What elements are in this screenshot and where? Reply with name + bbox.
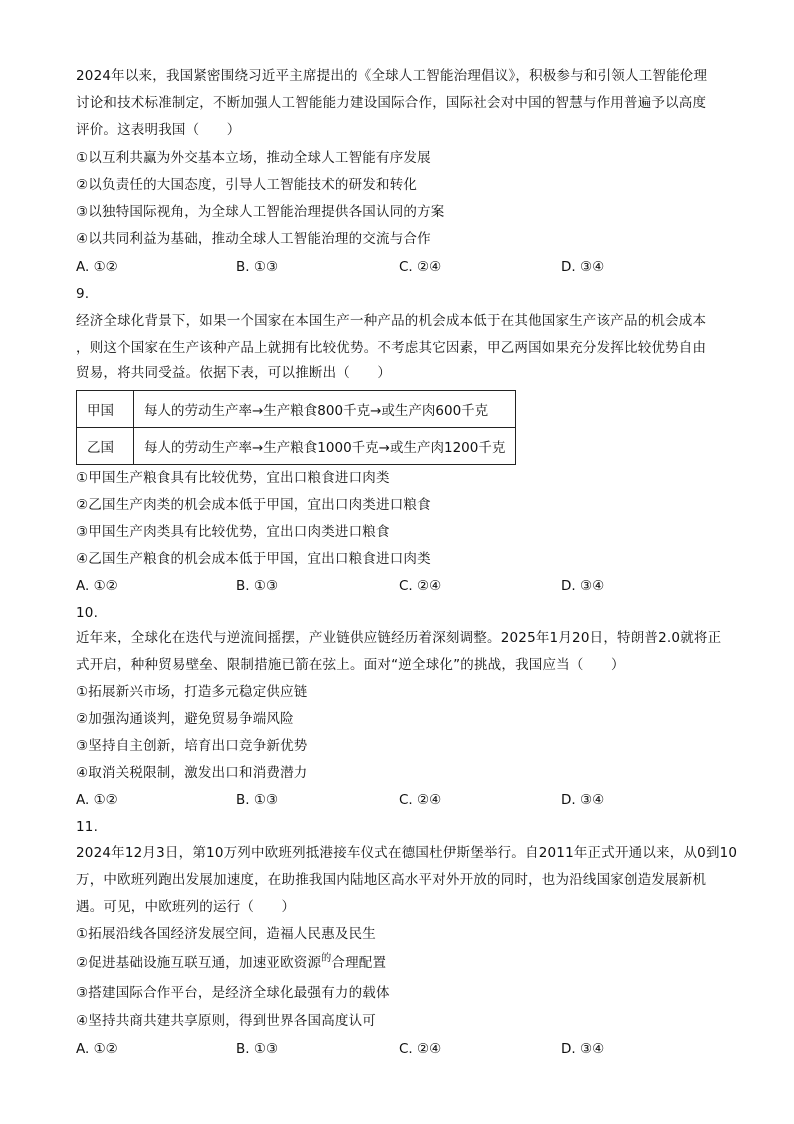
q8-statement-1: ①以互利共赢为外交基本立场，推动全球人工智能有序发展 [76, 150, 431, 166]
q10-option-b: B. ①③ [236, 792, 279, 808]
q9-option-c: C. ②④ [399, 578, 442, 594]
q10-statement-2: ②加强沟通谈判，避免贸易争端风险 [76, 711, 294, 727]
q10-number: 10. [76, 605, 99, 621]
q8-option-c: C. ②④ [399, 259, 442, 275]
q11-stem-line-2: 万，中欧班列跑出发展加速度，在助推我国内陆地区高水平对外开放的同时，也为沿线国家创造发展新机 [76, 872, 707, 888]
q11-statement-2 [76, 954, 386, 972]
q10-option-a: A. ①② [76, 792, 118, 808]
q9-stem-line-3: 贸易，将共同受益。依据下表，可以推断出（ ） [76, 365, 392, 381]
table-cell-country: 甲国 [77, 391, 134, 428]
q9-options [76, 577, 736, 595]
table-row [77, 391, 516, 428]
q9-stem-line-2: ，则这个国家在生产该种产品上就拥有比较优势。不考虑其它因素，甲乙两国如果充分发挥比较优势自由 [76, 340, 707, 356]
q9-option-d: D. ③④ [561, 578, 605, 594]
q11-stem-line-1: 2024年12月3日，第10万列中欧班列抵港接车仪式在德国杜伊斯堡举行。自2011年正式开通以来，从0到10 [76, 845, 738, 861]
q9-statement-2: ②乙国生产肉类的机会成本低于甲国，宜出口肉类进口粮食 [76, 497, 431, 513]
q8-stem-line-3: 评价。这表明我国（ ） [76, 122, 241, 138]
q10-statement-3: ③坚持自主创新，培育出口竞争新优势 [76, 738, 308, 754]
q8-option-b: B. ①③ [236, 259, 279, 275]
q9-option-b: B. ①③ [236, 578, 279, 594]
q9-statement-4: ④乙国生产粮食的机会成本低于甲国，宜出口粮食进口肉类 [76, 551, 431, 567]
q11-statement-1: ①拓展沿线各国经济发展空间，造福人民惠及民生 [76, 926, 377, 942]
q10-statement-1: ①拓展新兴市场，打造多元稳定供应链 [76, 684, 308, 700]
table-row [77, 428, 516, 465]
q9-statement-3: ③甲国生产肉类具有比较优势，宜出口肉类进口粮食 [76, 524, 390, 540]
q8-stem-line-2: 讨论和技术标准制定，不断加强人工智能能力建设国际合作，国际社会对中国的智慧与作用普遍予以高度 [76, 95, 707, 111]
q11-statement-2-part-1: ②促进基础设施互联互通，加速亚欧资源 [76, 955, 322, 971]
q10-stem-line-1: 近年来，全球化在迭代与逆流间摇摆，产业链供应链经历着深刻调整。2025年1月20日，特朗普2.0就将正 [76, 630, 722, 646]
q11-statement-3: ③搭建国际合作平台，是经济全球化最强有力的载体 [76, 985, 390, 1001]
table-cell-desc: 每人的劳动生产率→生产粮食1000千克→或生产肉1200千克 [134, 428, 516, 465]
q8-option-a: A. ①② [76, 259, 118, 275]
q11-statement-2-part-3: 合理配置 [331, 955, 387, 971]
q10-options [76, 791, 736, 809]
q11-statement-4: ④坚持共商共建共享原则，得到世界各国高度认可 [76, 1013, 377, 1029]
q9-table [76, 390, 516, 465]
q11-options [76, 1040, 736, 1058]
q10-option-c: C. ②④ [399, 792, 442, 808]
q10-statement-4: ④取消关税限制，激发出口和消费潜力 [76, 765, 308, 781]
q11-option-d: D. ③④ [561, 1041, 605, 1057]
table-cell-country: 乙国 [77, 428, 134, 465]
q9-number: 9. [76, 286, 90, 302]
q11-number: 11. [76, 819, 99, 835]
q9-stem-line-1: 经济全球化背景下，如果一个国家在本国生产一种产品的机会成本低于在其他国家生产该产品的机会成本 [76, 313, 707, 329]
q8-statement-4: ④以共同利益为基础，推动全球人工智能治理的交流与合作 [76, 231, 431, 247]
q9-option-a: A. ①② [76, 578, 118, 594]
q10-stem-line-2: 式开启，种种贸易壁垒、限制措施已箭在弦上。面对“逆全球化”的挑战，我国应当（ ） [76, 657, 625, 673]
q9-statement-1: ①甲国生产粮食具有比较优势，宜出口粮食进口肉类 [76, 470, 390, 486]
q11-stem-line-3: 遇。可见，中欧班列的运行（ ） [76, 899, 296, 915]
q8-stem-line-1: 2024年以来，我国紧密围绕习近平主席提出的《全球人工智能治理倡议》，积极参与和引领人工智能伦理 [76, 68, 708, 84]
q8-option-d: D. ③④ [561, 259, 605, 275]
q11-option-c: C. ②④ [399, 1041, 442, 1057]
q10-option-d: D. ③④ [561, 792, 605, 808]
table-cell-desc: 每人的劳动生产率→生产粮食800千克→或生产肉600千克 [134, 391, 516, 428]
q11-statement-2-part-2: 的 [321, 953, 332, 964]
q8-options [76, 258, 736, 276]
q8-statement-3: ③以独特国际视角，为全球人工智能治理提供各国认同的方案 [76, 204, 445, 220]
q8-statement-2: ②以负责任的大国态度，引导人工智能技术的研发和转化 [76, 177, 418, 193]
q11-option-b: B. ①③ [236, 1041, 279, 1057]
q11-option-a: A. ①② [76, 1041, 118, 1057]
